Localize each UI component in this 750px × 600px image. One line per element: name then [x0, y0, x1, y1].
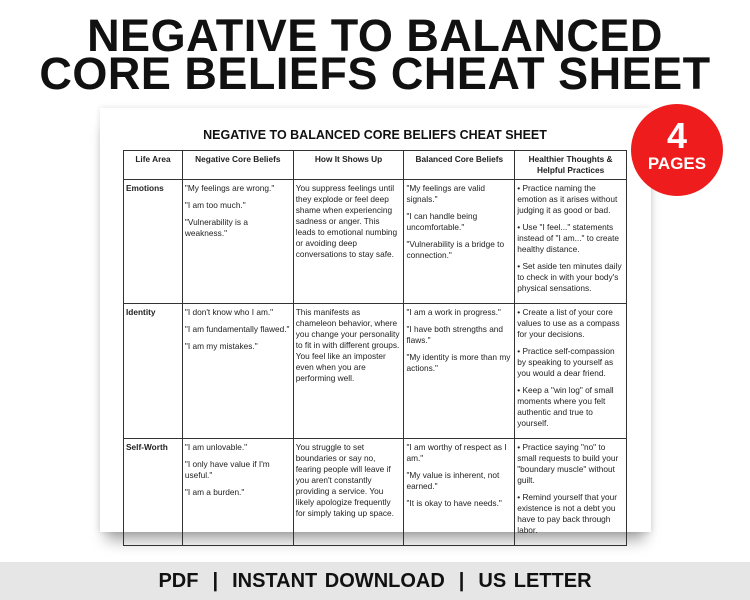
column-header: Negative Core Beliefs	[182, 151, 293, 180]
life-area-cell: Identity	[124, 304, 183, 439]
table-row	[124, 180, 627, 304]
cell-line: "Vulnerability is a bridge to connection."	[406, 239, 505, 260]
cell-line: "I am a work in progress."	[406, 307, 501, 317]
cell-line: "I have both strengths and flaws."	[406, 324, 504, 345]
footer-separator: |	[458, 570, 465, 592]
badge-label: PAGES	[647, 154, 707, 173]
cell-line: • Remind yourself that your existence is not a debt you have to pay back through labor.	[517, 492, 617, 535]
negative-beliefs-cell	[182, 180, 293, 304]
negative-beliefs-cell	[182, 439, 293, 546]
cell-line: "I am my mistakes."	[184, 341, 258, 351]
column-header: Balanced Core Beliefs	[404, 151, 515, 180]
practices-cell	[515, 439, 627, 546]
sheet-title: NEGATIVE TO BALANCED CORE BELIEFS CHEAT SHEET	[203, 128, 547, 142]
headline-line-1: NEGATIVE TO BALANCED	[87, 10, 663, 61]
cell-line: • Practice saying "no" to small requests to build your "boundary muscle" without guilt.	[517, 442, 619, 485]
cell-line: "I am worthy of respect as I am."	[406, 442, 507, 463]
practices-cell	[515, 304, 627, 439]
cell-line: "My feelings are wrong."	[184, 183, 275, 193]
balanced-beliefs-cell	[404, 304, 515, 439]
footer-item-format: PDF	[158, 570, 199, 592]
cell-line: "I can handle being uncomfortable."	[406, 211, 478, 232]
cell-line: "It is okay to have needs."	[406, 498, 502, 508]
headline-line-2: CORE BELIEFS CHEAT SHEET	[39, 48, 711, 99]
table-row	[124, 439, 627, 546]
cell-line: • Create a list of your core values to use as a compass for your decisions.	[517, 307, 620, 339]
footer-separator: |	[212, 570, 219, 592]
cell-line: "My feelings are valid signals."	[406, 183, 486, 204]
balanced-beliefs-cell	[404, 439, 515, 546]
balanced-beliefs-cell	[404, 180, 515, 304]
cell-line: • Set aside ten minutes daily to check in with your body's physical sensations.	[517, 261, 622, 293]
cell-line: "I don't know who I am."	[184, 307, 274, 317]
cell-line: "I only have value if I'm useful."	[184, 459, 270, 480]
table-row	[124, 304, 627, 439]
badge-number: 4	[666, 115, 688, 156]
cell-line: "Vulnerability is a weakness."	[184, 217, 248, 238]
footer-item-download: INSTANT DOWNLOAD	[232, 570, 445, 592]
cell-line: • Use "I feel..." statements instead of "I am..." to create healthy distance.	[517, 222, 620, 254]
cell-line: "I am a burden."	[184, 487, 245, 497]
shows-up-cell: You struggle to set boundaries or say no, fearing people will leave if you aren't constantly providing a service. You likely apologize frequently for simply taking up space.	[293, 439, 404, 546]
shows-up-cell: You suppress feelings until they explode or feel deep shame when experiencing sadness or anger. This leads to emotional numbing or avoiding deep conversations to stay safe.	[293, 180, 404, 304]
beliefs-table	[123, 150, 627, 546]
column-header: Life Area	[124, 151, 183, 180]
life-area-cell: Self-Worth	[124, 439, 183, 546]
cell-line: "I am fundamentally flawed."	[184, 324, 290, 334]
cell-line: "I am unlovable."	[184, 442, 248, 452]
cell-line: "I am too much."	[184, 200, 246, 210]
cell-line: • Keep a "win log" of small moments where you felt authentic and true to yourself.	[517, 385, 614, 428]
table-header-row	[124, 151, 627, 180]
footer-item-size: US LETTER	[478, 570, 592, 592]
cell-line: • Practice self-compassion by speaking to yourself as you would a dear friend.	[517, 346, 615, 378]
column-header: Healthier Thoughts & Helpful Practices	[515, 151, 627, 180]
column-header: How It Shows Up	[293, 151, 404, 180]
cell-line: • Practice naming the emotion as it arises without judging it as good or bad.	[517, 183, 618, 215]
pages-badge	[631, 104, 723, 196]
footer-bar	[0, 562, 750, 600]
negative-beliefs-cell	[182, 304, 293, 439]
shows-up-cell: This manifests as chameleon behavior, where you change your personality to fit in with different groups. You feel like an imposter even when you are performing well.	[293, 304, 404, 439]
cell-line: "My identity is more than my actions."	[406, 352, 511, 373]
life-area-cell: Emotions	[124, 180, 183, 304]
practices-cell	[515, 180, 627, 304]
cell-line: "My value is inherent, not earned."	[406, 470, 500, 491]
